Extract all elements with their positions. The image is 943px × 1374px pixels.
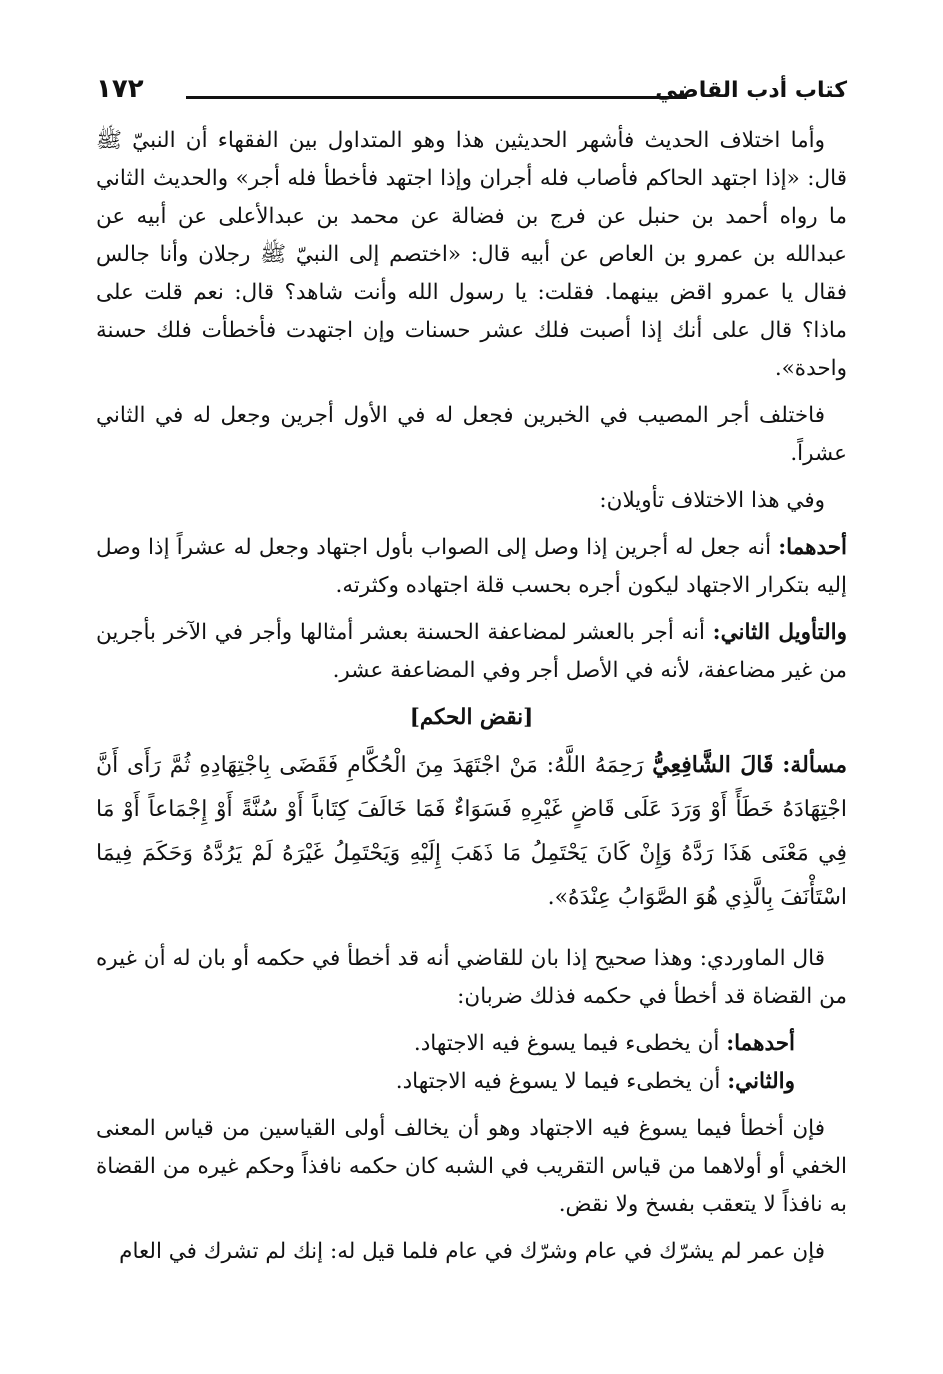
paragraph-hadith: وأما اختلاف الحديث فأشهر الحديثين هذا وهو المتداول بين الفقهاء أن النبيّ ﷺ قال: «إذا اجتهد الحاكم فأصاب فله أجران وإذا اجتهد فأخطأ فله أجر» والحديث الثاني ما رواه أحمد بن حنبل عن فرج بن فضالة عن محمد بن عبدالأعلى عن أبيه عن عبدالله بن عمرو بن العاص عن أبيه قال: «اختصم إلى النبيّ ﷺ رجلان وأنا جالس فقال يا عمرو اقض بينهما. فقلت: يا رسول الله وأنت شاهد؟ قال: نعم قلت على ماذا؟ قال على أنك إذا أصبت فلك عشر حسنات وإن اجتهدت فأخطأت فلك حسنة واحدة». (96, 128, 848, 381)
masala-text: رَحِمَهُ اللَّهُ: مَنْ اجْتَهَدَ مِنَ الْحُكَّامِ فَقَضَى بِاجْتِهَادِهِ ثُمَّ رَأَى أَنَّ اجْتِهَادَهُ خَطَأً أَوْ وَرَدَ عَلَى قَاضٍ غَيْرِهِ فَسَوَاءٌ فَمَا خَالَفَ كِتَاباً أَوْ سُنَّةً أَوْ إِجْمَاعاً أَوْ مَا فِي مَعْنَى هَذَا رَدَّهُ وَإِنْ كَانَ يَحْتَمِلُ مَا ذَهَبَ إِلَيْهِ وَيَحْتَمِلُ غَيْرَهُ لَمْ يَرُدَّهُ وَحَكَمَ فِيمَا اسْتَأْنَفَ بِالَّذِي هُوَ الصَّوَابُ عِنْدَهُ». (96, 753, 847, 910)
section-title: [نقض الحكم] (409, 705, 534, 730)
paragraph-first-interpretation (96, 529, 847, 605)
paragraph-umar: فإن عمر لم يشرّك في عام وشرّك في عام فلما قيل له: إنك لم تشرك في العام (119, 1239, 825, 1264)
page-body (96, 122, 847, 1280)
paragraph-second-type (96, 1063, 847, 1101)
first-interpretation-label: أحدهما: (778, 535, 847, 560)
second-type-label: والثاني: (727, 1069, 795, 1094)
book-title: كتاب أدب القاضي (655, 78, 847, 103)
paragraph-two-interpretations: وفي هذا الاختلاف تأويلان: (599, 488, 825, 513)
second-type-text: أن يخطىء فيما لا يسوغ فيه الاجتهاد. (395, 1069, 721, 1094)
paragraph-error-in-ijtihad: فإن أخطأ فيما يسوغ فيه الاجتهاد وهو أن يخالف أولى القياسين من قياس المعنى الخفي أو أولاهما من قياس التقريب في الشبه كان حكمه نافذاً وحكم غيره من القضاة به نافذاً لا يتعقب بفسخ ولا نقض. (96, 1116, 847, 1217)
page-number: ١٧٢ (96, 74, 144, 104)
first-interpretation-text: أنه جعل له أجرين إذا وصل إلى الصواب بأول اجتهاد وجعل له عشراً إذا وصل إليه بتكرار الاجتهاد ليكون أجره بحسب قلة اجتهاده وكثرته. (96, 535, 847, 598)
header-rule (186, 96, 687, 99)
page-header (96, 74, 847, 114)
second-interpretation-text: أنه أجر بالعشر لمضاعفة الحسنة بعشر أمثالها وأجر في الآخر بأجرين من غير مضاعفة، لأنه في الأصل أجر وفي المضاعفة عشر. (96, 620, 847, 683)
paragraph-second-interpretation (96, 614, 847, 690)
paragraph-first-type (96, 1025, 847, 1063)
paragraph-mawardi: قال الماوردي: وهذا صحيح إذا بان للقاضي أنه قد أخطأ في حكمه أو بان له أن غيره من القضاة قد أخطأ في حكمه فذلك ضربان: (96, 946, 847, 1009)
masala-speaker: قَالَ الشَّافِعِيُّ (652, 752, 774, 778)
masala-paragraph (96, 743, 847, 920)
masala-label: مسألة: (782, 752, 847, 778)
paragraph-reward-difference: فاختلف أجر المصيب في الخبرين فجعل له في الأول أجرين وجعل له في الثاني عشراً. (96, 403, 847, 466)
first-type-label: أحدهما: (726, 1031, 795, 1056)
second-interpretation-label: والتأويل الثاني: (712, 620, 847, 645)
first-type-text: أن يخطىء فيما يسوغ فيه الاجتهاد. (413, 1031, 720, 1056)
